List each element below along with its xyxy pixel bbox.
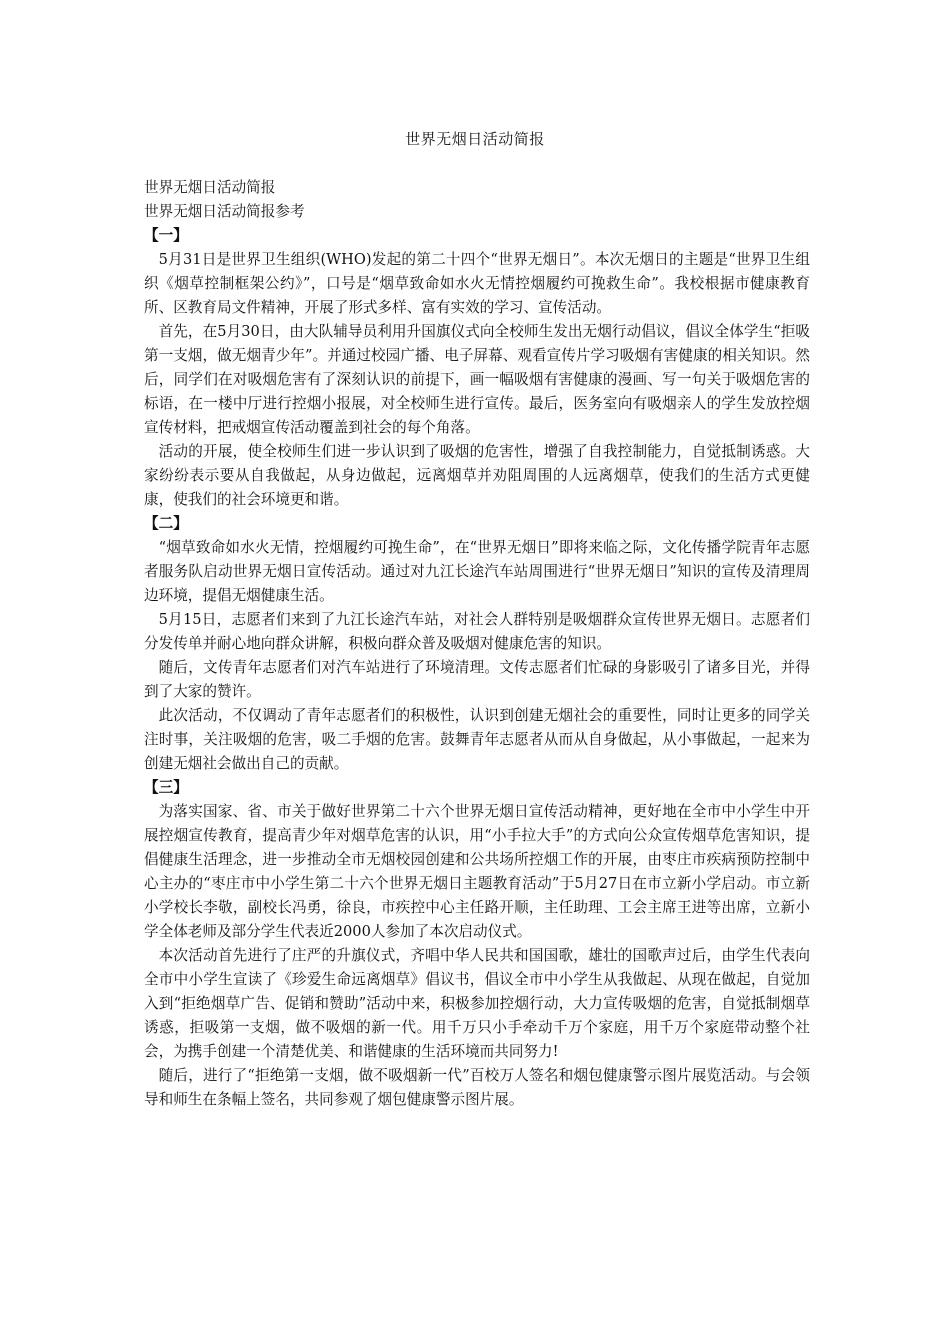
section-heading-2: 【二】 (144, 515, 188, 532)
paragraph: 随后，进行了“拒绝第一支烟，做不吸烟新一代”百校万人签名和烟包健康警示图片展览活动。与会领导和师生在条幅上签名，共同参观了烟包健康警示图片展。 (144, 1067, 810, 1108)
section-heading-1: 【一】 (144, 227, 188, 244)
paragraph: 5月31日是世界卫生组织(WHO)发起的第二十四个“世界无烟日”。本次无烟日的主题是“世界卫生组织《烟草控制框架公约》”，口号是“烟草致命如水火无情控烟履约可挽救生命”。我校根据市健康教育所、区教育局文件精神，开展了形式多样、富有实效的学习、宣传活动。 (144, 251, 810, 316)
subtitle-2: 世界无烟日活动简报参考 (144, 203, 305, 220)
subtitle-1: 世界无烟日活动简报 (144, 179, 276, 196)
paragraph: 首先，在5月30日，由大队辅导员利用升国旗仪式向全校师生发出无烟行动倡议，倡议全体学生“拒吸第一支烟，做无烟青少年”。并通过校园广播、电子屏幕、观看宣传片学习吸烟有害健康的相关知识。然后，同学们在对吸烟危害有了深刻认识的前提下，画一幅吸烟有害健康的漫画、写一句关于吸烟危害的标语，在一楼中厅进行控烟小报展，对全校师生进行宣传。最后，医务室向有吸烟亲人的学生发放控烟宣传材料，把戒烟宣传活动覆盖到社会的每个角落。 (144, 323, 810, 436)
paragraph: 5月15日，志愿者们来到了九江长途汽车站，对社会人群特别是吸烟群众宣传世界无烟日。志愿者们分发传单并耐心地向群众讲解，积极向群众普及吸烟对健康危害的知识。 (144, 611, 810, 652)
paragraph: 本次活动首先进行了庄严的升旗仪式，齐唱中华人民共和国国歌，雄壮的国歌声过后，由学生代表向全市中小学生宣读了《珍爱生命远离烟草》倡议书，倡议全市中小学生从我做起、从现在做起，自觉加入到“拒绝烟草广告、促销和赞助”活动中来，积极参加控烟行动，大力宣传吸烟的危害，自觉抵制烟草诱惑，拒吸第一支烟，做不吸烟的新一代。用千万只小手牵动千万个家庭，用千万个家庭带动整个社会，为携手创建一个清楚优美、和谐健康的生活环境而共同努力! (144, 947, 810, 1060)
paragraph: “烟草致命如水火无情，控烟履约可挽生命”，在“世界无烟日”即将来临之际，文化传播学院青年志愿者服务队启动世界无烟日宣传活动。通过对九江长途汽车站周围进行“世界无烟日”知识的宣传及清理周边环境，提倡无烟健康生活。 (144, 539, 810, 604)
paragraph: 随后，文传青年志愿者们对汽车站进行了环境清理。文传志愿者们忙碌的身影吸引了诸多目光，并得到了大家的赞许。 (144, 659, 810, 700)
document-title: 世界无烟日活动简报 (405, 130, 545, 148)
section-heading-3: 【三】 (144, 779, 188, 796)
paragraph: 活动的开展，使全校师生们进一步认识到了吸烟的危害性，增强了自我控制能力，自觉抵制诱惑。大家纷纷表示要从自我做起，从身边做起，远离烟草并劝阻周围的人远离烟草，使我们的生活方式更健康，使我们的社会环境更和谐。 (144, 443, 810, 508)
document-body (144, 176, 810, 1112)
paragraph: 为落实国家、省、市关于做好世界第二十六个世界无烟日宣传活动精神，更好地在全市中小学生中开展控烟宣传教育，提高青少年对烟草危害的认识，用“小手拉大手”的方式向公众宣传烟草危害知识，提倡健康生活理念，进一步推动全市无烟校园创建和公共场所控烟工作的开展，由枣庄市疾病预防控制中心主办的“枣庄市中小学生第二十六个世界无烟日主题教育活动”于5月27日在市立新小学启动。市立新小学校长李敬，副校长冯勇，徐良，市疾控中心主任路开顺，主任助理、工会主席王进等出席，立新小学全体老师及部分学生代表近2000人参加了本次启动仪式。 (144, 803, 810, 940)
paragraph: 此次活动，不仅调动了青年志愿者们的积极性，认识到创建无烟社会的重要性，同时让更多的同学关注时事，关注吸烟的危害，吸二手烟的危害。鼓舞青年志愿者从而从自身做起，从小事做起，一起来为创建无烟社会做出自己的贡献。 (144, 707, 810, 772)
